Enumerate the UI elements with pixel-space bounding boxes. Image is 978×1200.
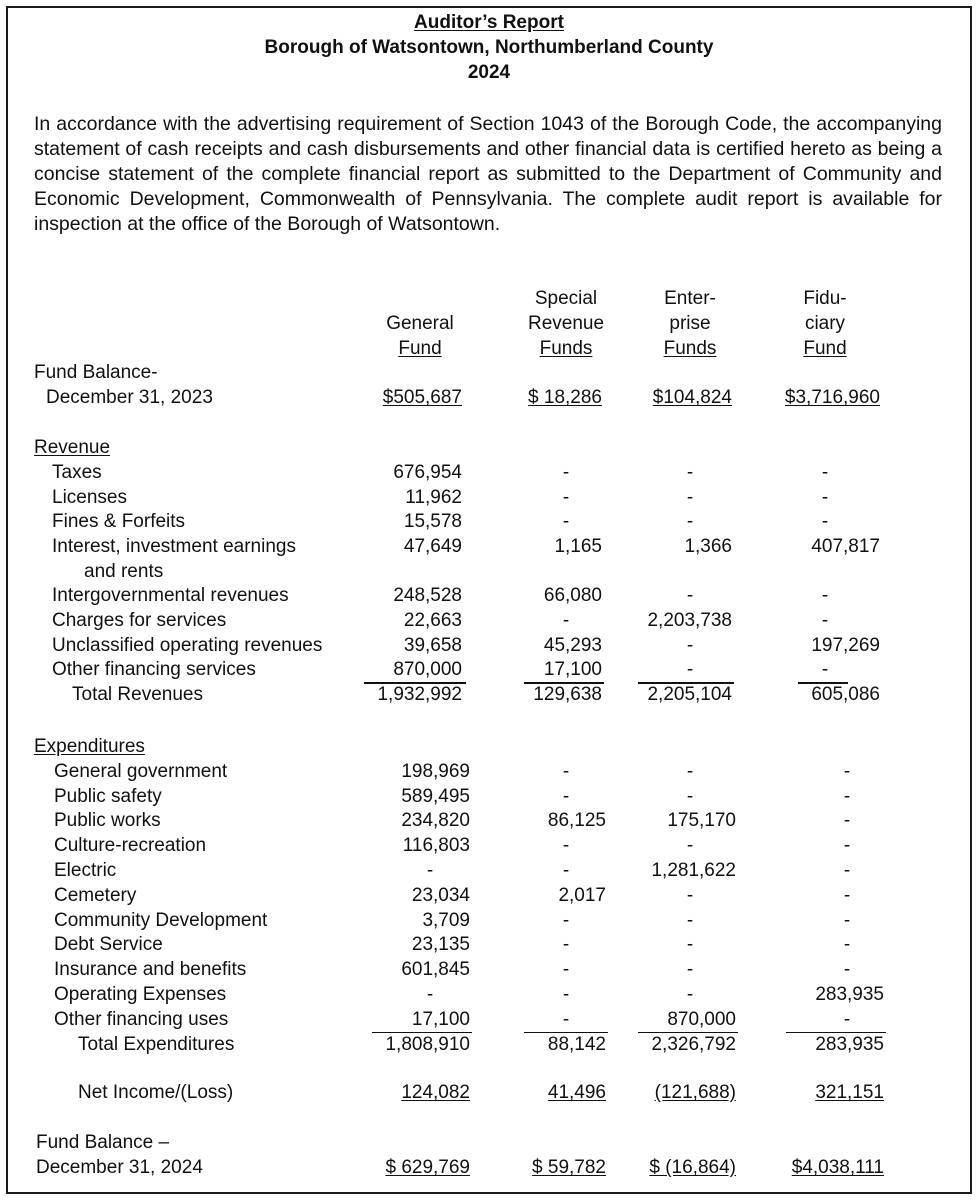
revenue-row-label: Other financing services	[52, 659, 256, 681]
revenue-value: 45,293	[543, 634, 602, 656]
revenue-value: -	[821, 486, 829, 508]
expenditure-row-label: Operating Expenses	[54, 984, 227, 1005]
report-year: 2024	[467, 62, 511, 83]
revenue-value: 676,954	[393, 462, 462, 483]
expenditure-value: -	[843, 884, 851, 906]
revenue-value: -	[821, 610, 829, 631]
expenditure-value: 601,845	[401, 959, 470, 981]
expenditure-value: 17,100	[411, 1008, 470, 1030]
column-header-line3: Funds	[539, 338, 593, 359]
expenditure-value: 175,170	[667, 810, 736, 832]
expenditure-row-label: Culture-recreation	[54, 835, 207, 857]
expenditure-row-label: Community Development	[54, 909, 268, 931]
expenditure-value: -	[843, 785, 851, 807]
expenditure-row-label: General government	[54, 760, 228, 782]
opening-balance-value: $3,716,960	[784, 387, 880, 408]
revenue-total-label: Total Revenues	[72, 684, 203, 706]
opening-balance-date: December 31, 2023	[46, 387, 213, 408]
expenditure-value: 23,034	[411, 884, 470, 906]
revenue-value: 870,000	[393, 659, 462, 681]
revenue-total-value: 605,086	[811, 684, 880, 706]
expenditure-value: 23,135	[411, 934, 470, 956]
revenue-value: -	[686, 585, 694, 607]
expenditure-value: -	[686, 934, 694, 956]
expenditure-value: 198,969	[401, 760, 470, 782]
revenue-value: 11,962	[405, 486, 462, 508]
revenue-value: 248,528	[393, 585, 462, 607]
expenditure-value: -	[562, 760, 570, 782]
expenditure-value: -	[562, 984, 570, 1005]
opening-balance-value: $505,687	[382, 387, 462, 408]
expenditure-total-value: 2,326,792	[651, 1033, 736, 1055]
opening-balance-label: Fund Balance-	[34, 362, 158, 383]
expenditure-value: -	[562, 909, 570, 931]
expenditure-value: -	[843, 860, 851, 881]
expenditure-row-label: Public works	[54, 810, 161, 832]
revenue-heading: Revenue	[34, 437, 111, 458]
revenue-value: 1,165	[554, 536, 602, 558]
column-header-line2: ciary	[804, 313, 846, 334]
expenditure-value: -	[843, 810, 851, 832]
expenditure-value: 3,709	[422, 909, 470, 931]
column-header-line3: Fund	[803, 338, 847, 359]
expenditure-value: 870,000	[667, 1008, 736, 1030]
column-header-line3: Funds	[663, 338, 717, 359]
revenue-value: 22,663	[403, 610, 462, 631]
expenditure-value: -	[562, 1008, 570, 1030]
expenditure-value: -	[843, 959, 851, 981]
revenue-value: -	[821, 585, 829, 607]
expenditure-total-value: 1,808,910	[385, 1033, 470, 1055]
net-income-value: 41,496	[547, 1082, 606, 1103]
revenue-value: 407,817	[811, 536, 880, 558]
expenditure-value: -	[562, 835, 570, 857]
expenditure-value: 234,820	[401, 810, 470, 832]
expenditure-total-value: 283,935	[815, 1033, 884, 1055]
column-header-line2: General	[386, 313, 454, 334]
net-income-value: 321,151	[815, 1082, 884, 1103]
expenditure-value: -	[686, 785, 694, 807]
expenditure-value: -	[562, 860, 570, 881]
closing-balance-value: $ 59,782	[532, 1157, 606, 1178]
expenditure-value: -	[426, 860, 434, 881]
report-title: Auditor’s Report	[414, 12, 564, 33]
opening-balance-value: $ 18,286	[528, 387, 602, 408]
revenue-value: -	[686, 634, 694, 656]
report-subtitle: Borough of Watsontown, Northumberland County	[264, 37, 714, 58]
closing-balance-value: $4,038,111	[791, 1157, 884, 1178]
revenue-row-label-cont: and rents	[84, 560, 164, 582]
column-header-line2: Revenue	[527, 313, 605, 334]
expenditure-value: -	[686, 835, 694, 857]
expenditure-value: 1,281,622	[651, 860, 736, 881]
revenue-value: -	[562, 486, 570, 508]
column-header-line1: Special	[534, 288, 598, 309]
opening-balance-value: $104,824	[652, 387, 732, 408]
revenue-value: -	[821, 511, 829, 533]
revenue-value: 1,366	[684, 536, 732, 558]
revenue-value: -	[686, 511, 694, 533]
closing-balance-label: Fund Balance –	[36, 1132, 170, 1153]
expenditure-value: -	[686, 959, 694, 981]
revenue-total-value: 129,638	[533, 684, 602, 706]
expenditure-value: 589,495	[401, 785, 470, 807]
net-income-value: 124,082	[401, 1082, 470, 1103]
revenue-value: -	[821, 462, 829, 483]
expenditure-value: -	[686, 909, 694, 931]
revenue-total-value: 2,205,104	[647, 684, 732, 706]
expenditure-value: 116,803	[402, 835, 470, 857]
expenditure-value: -	[843, 1008, 851, 1030]
revenue-row-label: Taxes	[52, 462, 102, 483]
revenue-row-label: Unclassified operating revenues	[52, 634, 323, 656]
expenditure-value: -	[686, 984, 694, 1005]
closing-balance-date: December 31, 2024	[36, 1157, 203, 1178]
column-header-line1: Fidu-	[803, 288, 847, 309]
column-header-line2: prise	[669, 313, 711, 334]
revenue-row-label: Licenses	[52, 486, 127, 508]
expenditure-value: 283,935	[815, 984, 884, 1005]
expenditure-row-label: Insurance and benefits	[54, 959, 247, 981]
revenue-total-value: 1,932,992	[377, 684, 462, 706]
expenditure-value: -	[843, 934, 851, 956]
revenue-value: 197,269	[811, 634, 880, 656]
revenue-value: -	[686, 659, 694, 681]
expenditure-value: -	[562, 934, 570, 956]
revenue-row-label: Charges for services	[52, 610, 227, 631]
revenue-row-label: Intergovernmental revenues	[52, 585, 289, 607]
revenue-value: -	[562, 511, 570, 533]
revenue-value: 66,080	[543, 585, 602, 607]
revenue-row-label: Interest, investment earnings	[52, 536, 296, 558]
expenditure-value: -	[686, 760, 694, 782]
revenue-value: -	[686, 486, 694, 508]
revenue-value: -	[686, 462, 694, 483]
net-income-value: (121,688)	[654, 1082, 736, 1103]
expenditure-value: -	[686, 884, 694, 906]
net-income-label: Net Income/(Loss)	[78, 1082, 234, 1103]
revenue-value: 17,100	[543, 659, 602, 681]
revenue-row-label: Fines & Forfeits	[52, 511, 186, 533]
revenue-value: 15,578	[403, 511, 462, 533]
expenditure-value: -	[562, 785, 570, 807]
expenditure-total-value: 88,142	[547, 1033, 606, 1055]
expenditure-total-label: Total Expenditures	[78, 1033, 235, 1055]
revenue-value: 39,658	[403, 634, 462, 656]
intro-paragraph: In accordance with the advertising requirement of Section 1043 of the Borough Code, the accompanying statement of cash receipts and cash disbursements and other financial data is certified hereto as being a concise statement of the complete financial report as submitted to the Department of Community and Economic Development, Commonwealth of Pennsylvania. The complete audit report is available for inspection at the office of the Borough of Watsontown.	[34, 113, 942, 235]
column-header-line1: Enter-	[664, 288, 716, 309]
expenditures-heading: Expenditures	[34, 736, 145, 757]
closing-balance-value: $ (16,864)	[649, 1157, 736, 1178]
expenditure-value: -	[562, 959, 570, 981]
expenditure-row-label: Electric	[54, 860, 117, 881]
column-header-line3: Fund	[398, 338, 442, 359]
expenditure-row-label: Debt Service	[54, 934, 163, 956]
expenditure-row-label: Public safety	[54, 785, 162, 807]
expenditure-value: -	[843, 760, 851, 782]
expenditure-value: -	[843, 909, 851, 931]
expenditure-row-label: Other financing uses	[54, 1008, 229, 1030]
expenditure-value: 86,125	[547, 810, 606, 832]
revenue-value: -	[821, 659, 829, 681]
expenditure-value: -	[843, 835, 851, 857]
revenue-value: 47,649	[403, 536, 462, 558]
revenue-value: 2,203,738	[647, 610, 732, 631]
revenue-value: -	[562, 462, 570, 483]
revenue-value: -	[562, 610, 570, 631]
expenditure-row-label: Cemetery	[54, 884, 137, 906]
closing-balance-value: $ 629,769	[385, 1157, 470, 1178]
expenditure-value: -	[426, 984, 434, 1005]
expenditure-value: 2,017	[558, 884, 606, 906]
